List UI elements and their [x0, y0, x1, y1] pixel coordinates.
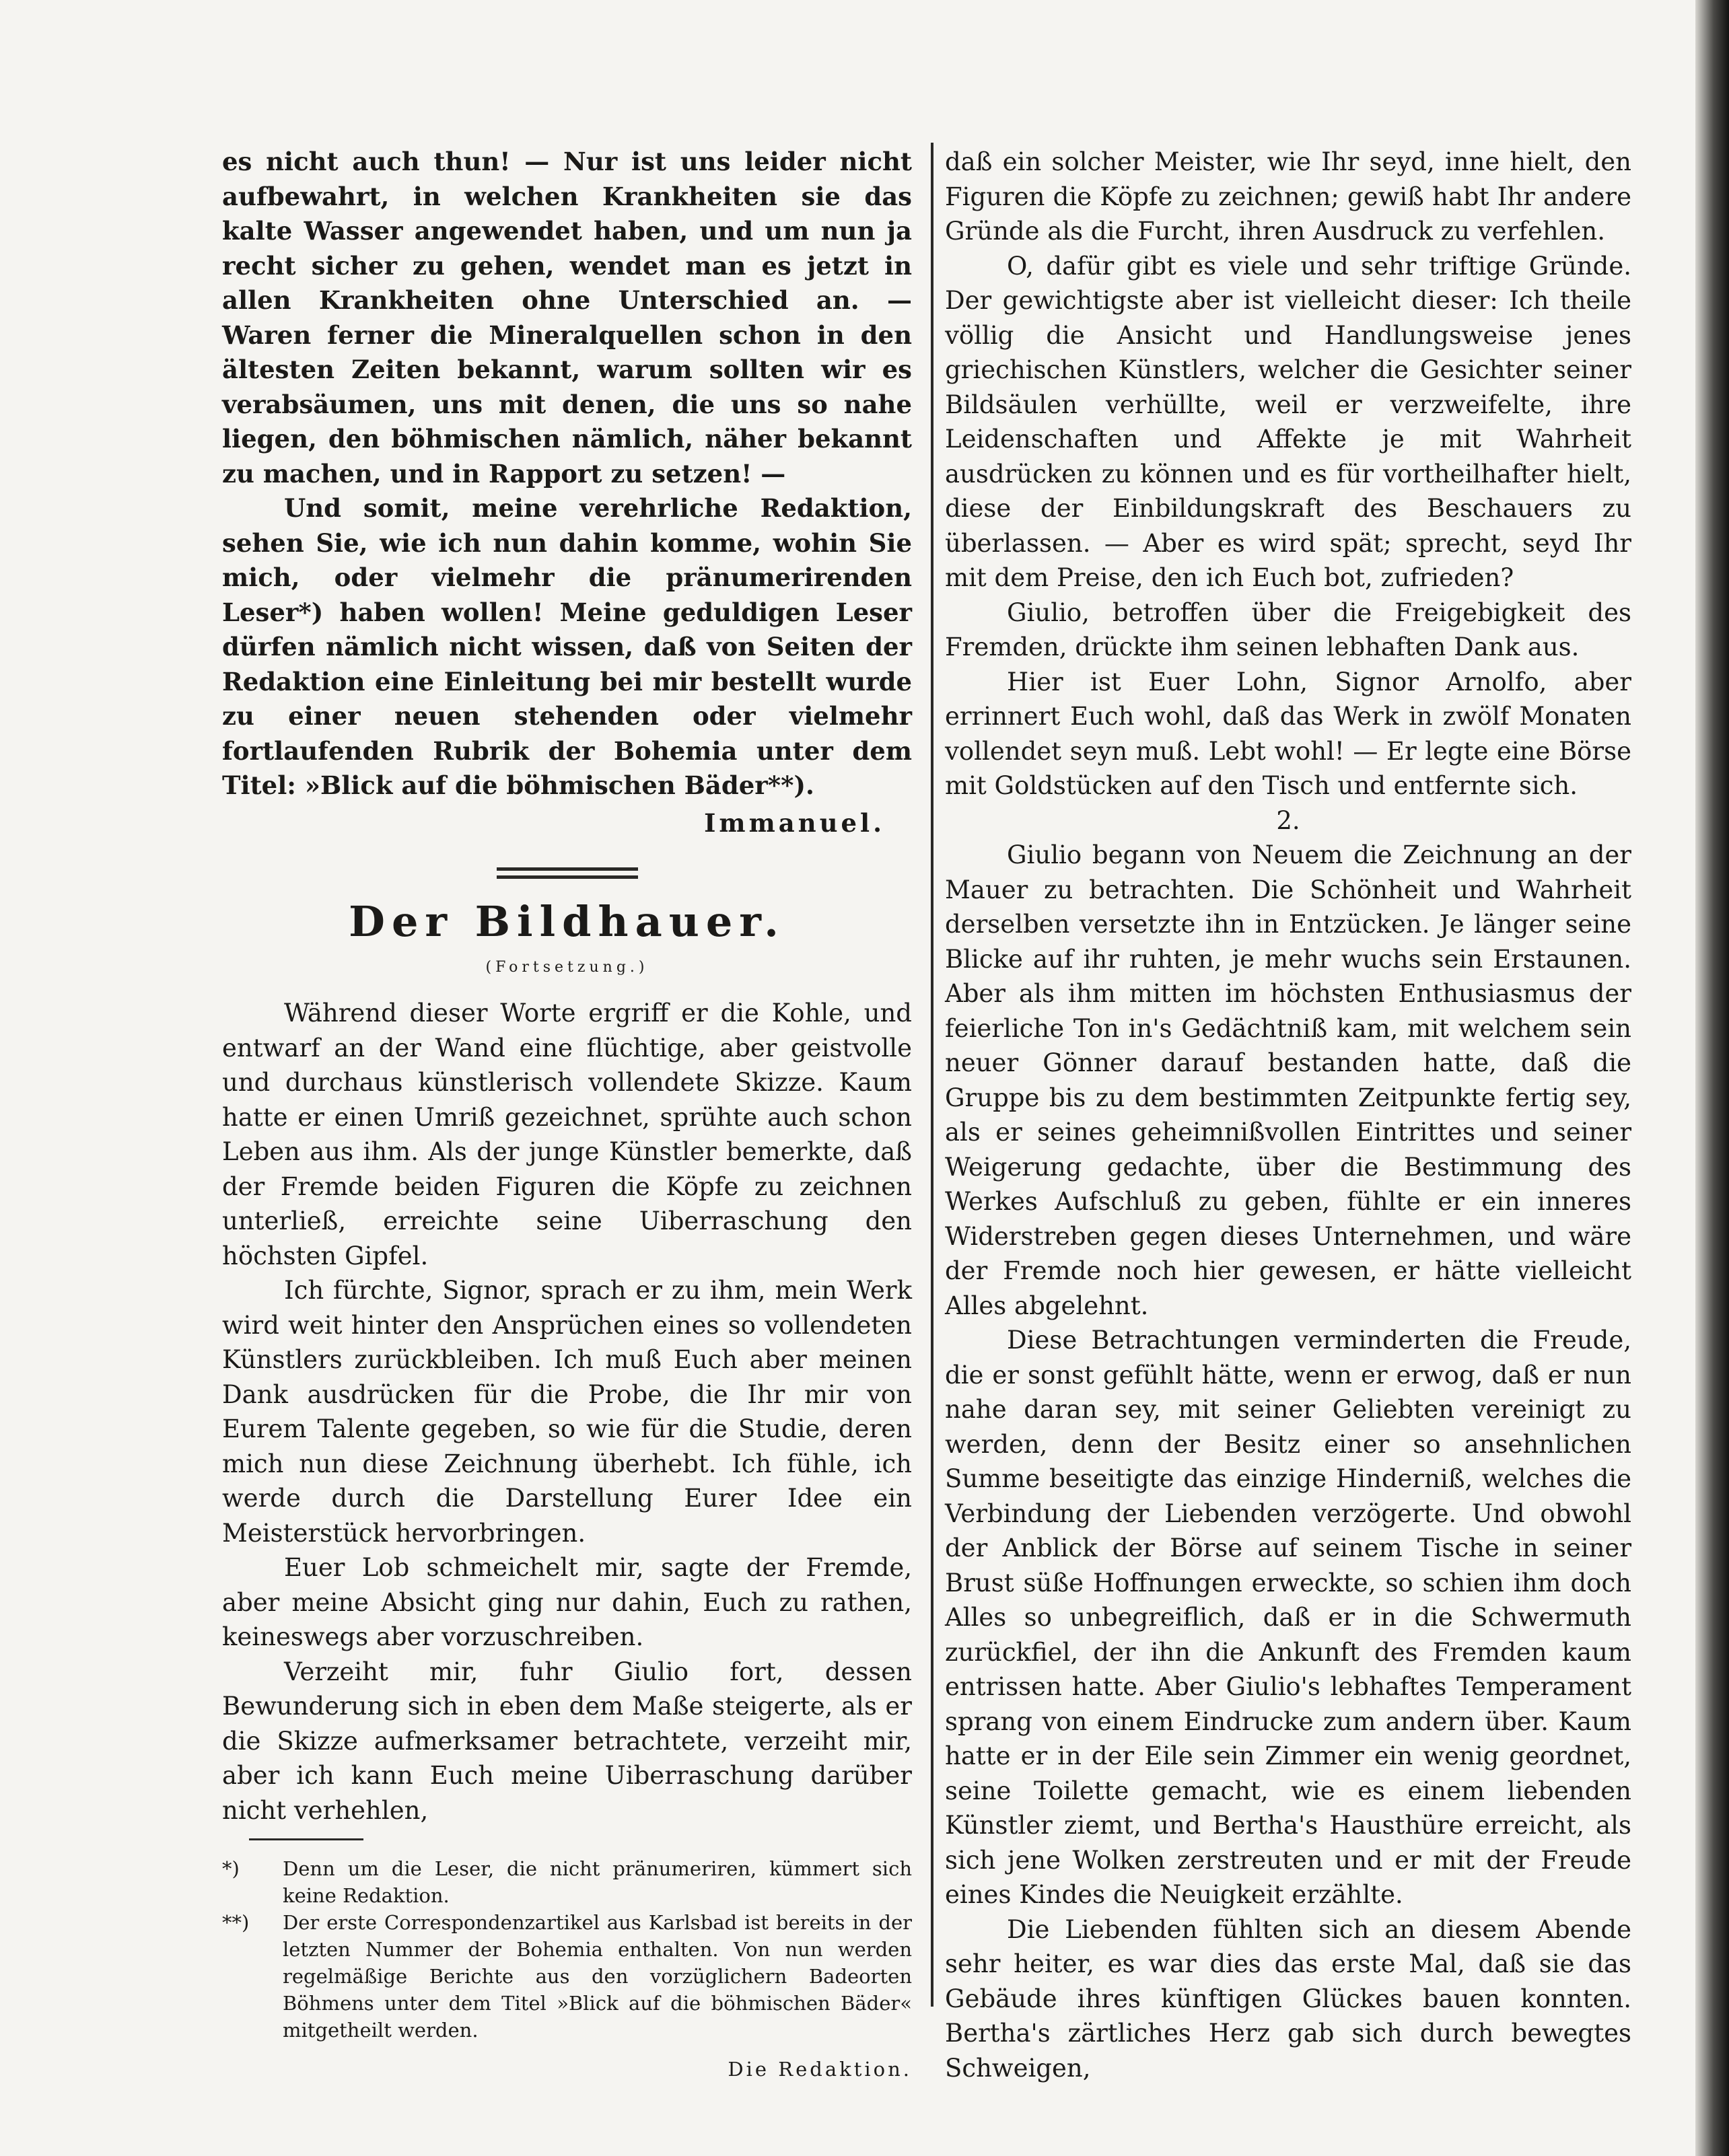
footnote-text: Denn um die Leser, die nicht pränumeriren, kümmert sich keine Redaktion. — [283, 1857, 912, 1907]
story-paragraph: O, dafür gibt es viele und sehr triftige Gründe. Der gewichtigste aber ist vielleicht dieser: Ich theile völlig die Ansicht und Handlungsweise jenes griechischen Künstlers, welcher die Gesichter seiner Bildsäulen verhüllte, weil er verzweifelte, ihre Leidenschaften und Affekte je mit Wahrheit ausdrücken zu können und es für vortheilhafter hielt, diese der Einbildungskraft des Beschauers zu überlassen. — Aber es wird spät; sprecht, seyd Ihr mit dem Preise, den ich Euch bot, zufrieden? — [945, 251, 1631, 592]
footnotes — [222, 1855, 912, 2083]
right-column — [945, 145, 1631, 2085]
footnote-rule — [249, 1838, 363, 1840]
footnote-text: Der erste Correspondenzartikel aus Karlsbad ist bereits in der letzten Nummer der Bohemia enthalten. Von nun werden regelmäßige Berichte aus den vorzüglichern Badeorten Böhmens unter dem Titel »Blick auf die böhmischen Bäder« mitgetheilt werden. — [283, 1911, 912, 2042]
story-paragraph: Verzeiht mir, fuhr Giulio fort, dessen Bewunderung sich in eben dem Maße steigerte, als er die Skizze aufmerksamer betrachtete, verzeiht mir, aber ich kann Euch meine Uiberraschung darüber nicht verhehlen, — [222, 1657, 912, 1825]
section-divider — [497, 867, 638, 879]
story-paragraph: Während dieser Worte ergriff er die Kohle, und entwarf an der Wand eine flüchtige, aber geistvolle und durchaus künstlerisch vollendete Skizze. Kaum hatte er einen Umriß gezeichnet, sprühte auch schon Leben aus ihm. Als der junge Künstler bemerkte, daß der Fremde beiden Figuren die Köpfe zu zeichnen unterließ, erreichte seine Uiberraschung den höchsten Gipfel. — [222, 999, 912, 1270]
story-paragraph: Giulio begann von Neuem die Zeichnung an der Mauer zu betrachten. Die Schönheit und Wahrheit derselben versetzte ihn in Entzücken. Je länger seine Blicke auf ihr ruhten, je mehr wuchs sein Erstaunen. Aber als ihm mitten im höchsten Enthusiasmus der feierliche Ton in's Gedächtniß kam, mit welchem sein neuer Gönner darauf bestanden hatte, daß die Gruppe bis zu dem bestimmten Zeitpunkte fertig sey, als er seines geheimnißvollen Eintrittes und seiner Weigerung gedachte, über die Bestimmung des Werkes Aufschluß zu geben, fühlte er ein inneres Widerstreben gegen dieses Unternehmen, und wäre der Fremde noch hier gewesen, er hätte vielleicht Alles abgelehnt. — [945, 840, 1631, 1320]
story-paragraph: Die Liebenden fühlten sich an diesem Abende sehr heiter, es war dies das erste Mal, daß sie das Gebäude ihres künftigen Glückes bauen konnten. Bertha's zärtliches Herz gab sich durch bewegtes Schweigen, — [945, 1914, 1631, 2083]
article-paragraph: Und somit, meine verehrliche Redaktion, sehen Sie, wie ich nun dahin komme, wohin Sie mich, oder vielmehr die pränumerirenden Leser*) haben wollen! Meine geduldigen Leser dürfen nämlich nicht wissen, daß von Seiten der Redaktion eine Einleitung bei mir bestellt wurde zu einer neuen stehenden oder vielmehr fortlaufenden Rubrik der Bohemia unter dem Titel: »Blick auf die böhmischen Bäder**). — [222, 493, 912, 800]
footnote — [222, 1909, 912, 2044]
section-number: 2. — [1276, 805, 1300, 835]
footnote — [222, 1855, 912, 1909]
story-paragraph: Giulio, betroffen über die Freigebigkeit des Fremden, drückte ihm seinen lebhaften Dank aus. — [945, 598, 1631, 661]
story-paragraph: daß ein solcher Meister, wie Ihr seyd, inne hielt, den Figuren die Köpfe zu zeichnen; gewiß habt Ihr andere Gründe als die Furcht, ihren Ausdruck zu verfehlen. — [945, 147, 1631, 246]
footnote-signature: Die Redaktion. — [728, 2058, 912, 2081]
story-paragraph: Hier ist Euer Lohn, Signor Arnolfo, aber errinnert Euch wohl, daß das Werk in zwölf Monaten vollendet seyn muß. Lebt wohl! — Er legte eine Börse mit Goldstücken auf den Tisch und entfernte sich. — [945, 667, 1631, 800]
footnote-mark: **) — [222, 1911, 250, 1934]
left-column — [222, 145, 912, 2083]
story-title: Der Bildhauer. — [349, 897, 785, 946]
story-paragraph: Euer Lob schmeichelt mir, sagte der Fremde, aber meine Absicht ging nur dahin, Euch zu rathen, keineswegs aber vorzuschreiben. — [222, 1553, 912, 1651]
story-paragraph: Diese Betrachtungen verminderten die Freude, die er sonst gefühlt hätte, wenn er erwog, daß er nun nahe daran sey, mit seiner Geliebten vereinigt zu werden, denn der Besitz einer so ansehnlichen Summe beseitigte das einzige Hinderniß, welches die Verbindung der Liebenden verzögerte. Und obwohl der Anblick der Börse auf seinem Tische in seiner Brust süße Hoffnungen erweckte, so schien ihm doch Alles so unbegreiflich, daß er in die Schwermuth zurückfiel, der ihn die Ankunft des Fremden kaum entrissen hatte. Aber Giulio's lebhaftes Temperament sprang von einem Eindrucke zum andern über. Kaum hatte er in der Eile sein Zimmer ein wenig geordnet, seine Toilette gemacht, wie es einem liebenden Künstler ziemt, und Bertha's Hausthüre erreicht, als sich jene Wolken zerstreuten und er mit der Freude eines Kindes die Neuigkeit erzählte. — [945, 1326, 1631, 1909]
story-subtitle: (Fortsetzung.) — [485, 959, 649, 976]
story-paragraph: Ich fürchte, Signor, sprach er zu ihm, mein Werk wird weit hinter den Ansprüchen eines so vollendeten Künstlers zurückbleiben. Ich muß Euch aber meinen Dank ausdrücken für die Probe, die Ihr mir von Eurem Talente gegeben, so wie für die Studie, deren mich nun diese Zeichnung überhebt. Ich fühle, ich werde durch die Darstellung Eurer Idee ein Meisterstück hervorbringen. — [222, 1276, 912, 1548]
footnote-mark: *) — [222, 1857, 240, 1880]
article-paragraph: es nicht auch thun! — Nur ist uns leider nicht aufbewahrt, in welchen Krankheiten sie das kalte Wasser angewendet haben, und um nun ja recht sicher zu gehen, wendet man es jetzt in allen Krankheiten ohne Unterschied an. — Waren ferner die Mineralquellen schon in den ältesten Zeiten bekannt, warum sollten wir es verabsäumen, uns mit denen, die uns so nahe liegen, den böhmischen nämlich, näher bekannt zu machen, und in Rapport zu setzen! — — [222, 147, 912, 489]
article-signature: Immanuel. — [704, 807, 885, 838]
page-edge-shadow — [1695, 0, 1729, 2156]
column-rule — [931, 143, 933, 2007]
